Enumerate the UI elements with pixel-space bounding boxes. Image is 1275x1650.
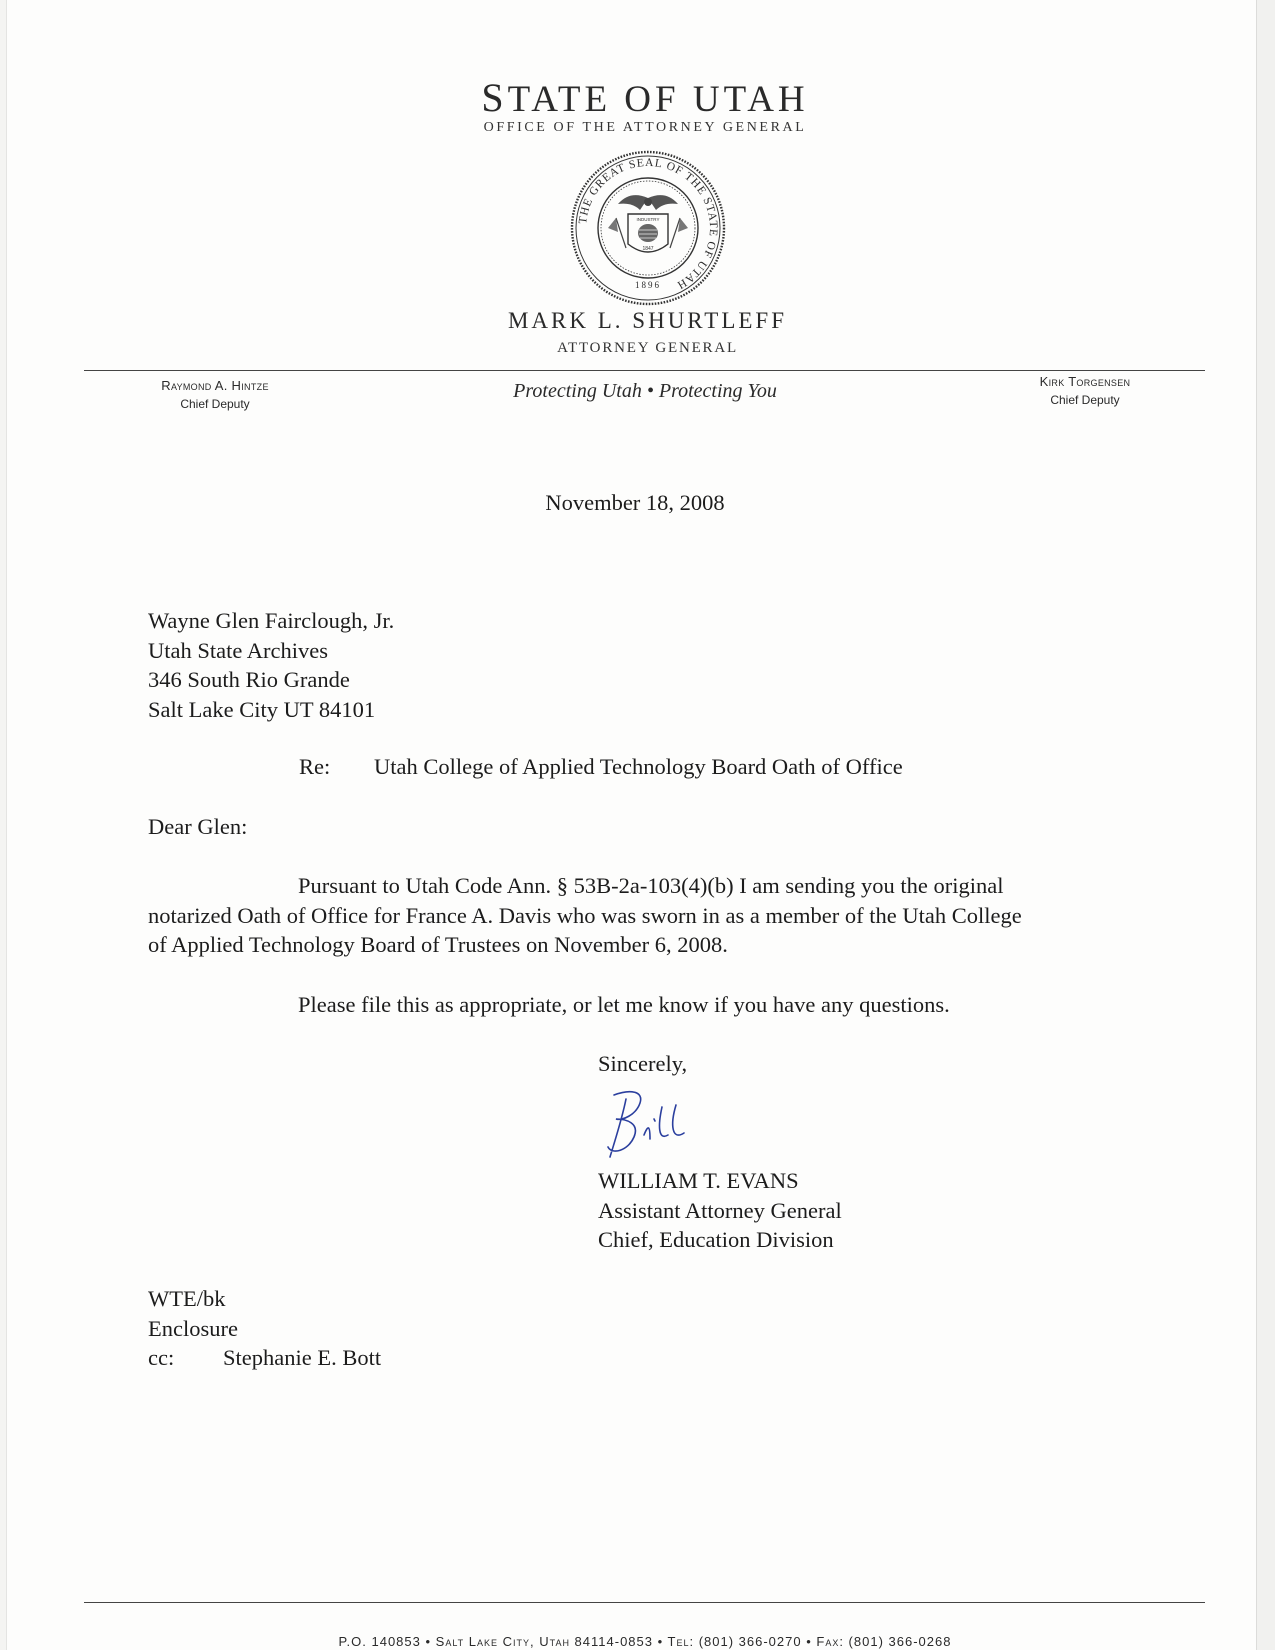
re-label: Re: (299, 754, 331, 779)
state-seal-icon (568, 148, 728, 308)
deputy-left-title: Chief Deputy (180, 397, 250, 411)
re-text: Utah College of Applied Technology Board Oath of Office (374, 754, 903, 779)
motto: Protecting Utah • Protecting You (513, 380, 777, 402)
page-left-edge (0, 0, 7, 1650)
deputy-right (990, 374, 1180, 407)
closing: Sincerely, (598, 1051, 688, 1076)
seal-year-1847: 1847 (642, 246, 654, 252)
seal-industry-text: INDUSTRY (636, 217, 660, 222)
signer-title: Assistant Attorney General (598, 1197, 842, 1223)
deputy-right-title: Chief Deputy (1050, 393, 1120, 407)
recipient-address (148, 606, 394, 724)
enclosure-note: Enclosure (148, 1315, 238, 1341)
footer-address: P.O. 140853 • Salt Lake City, Utah 84114-0853 • Tel: (801) 366-0270 • Fax: (801) 366-0268 (338, 1634, 952, 1649)
body-paragraph-2: Please file this as appropriate, or let me know if you have any questions. (298, 992, 950, 1017)
attorney-general-title: ATTORNEY GENERAL (557, 340, 738, 356)
recipient-line: Wayne Glen Fairclough, Jr. (148, 608, 395, 633)
cc-line (148, 1343, 381, 1373)
header-divider (84, 370, 1205, 371)
recipient-line: 346 South Rio Grande (148, 667, 350, 692)
subject-line (299, 752, 903, 782)
footer-divider (84, 1602, 1205, 1603)
deputy-right-name: Kirk Torgensen (1039, 374, 1131, 389)
paragraph-line: notarized Oath of Office for France A. Davis who was sworn in as a member of the Utah College (148, 902, 1022, 928)
attorney-general-name: MARK L. SHURTLEFF (507, 308, 787, 333)
deputy-left-name: Raymond A. Hintze (161, 378, 269, 393)
signer-division: Chief, Education Division (598, 1227, 834, 1252)
letter-date: November 18, 2008 (545, 490, 725, 515)
recipient-line: Salt Lake City UT 84101 (148, 696, 376, 722)
seal-year-1896: 1896 (635, 280, 661, 290)
reference-block (148, 1284, 381, 1373)
signer-name: WILLIAM T. EVANS (598, 1168, 799, 1193)
office-name: OFFICE OF THE ATTORNEY GENERAL (483, 120, 807, 135)
signer-block (598, 1166, 842, 1255)
body-paragraph-1 (148, 871, 1128, 960)
cc-label: cc: (148, 1345, 175, 1370)
seal-outer-text: THE GREAT SEAL OF THE STATE OF UTAH (577, 156, 720, 292)
page-right-edge (1256, 0, 1275, 1650)
letterhead-title: STATE OF UTAH (481, 75, 809, 120)
cc-name: Stephanie E. Bott (223, 1345, 382, 1370)
handwritten-signature (600, 1085, 750, 1165)
recipient-line: Utah State Archives (148, 637, 328, 663)
paragraph-line: of Applied Technology Board of Trustees on November 6, 2008. (148, 932, 728, 957)
typist-initials: WTE/bk (148, 1286, 226, 1311)
paragraph-line: Pursuant to Utah Code Ann. § 53B-2a-103(4)(b) I am sending you the original (298, 873, 1004, 898)
salutation: Dear Glen: (148, 814, 248, 839)
